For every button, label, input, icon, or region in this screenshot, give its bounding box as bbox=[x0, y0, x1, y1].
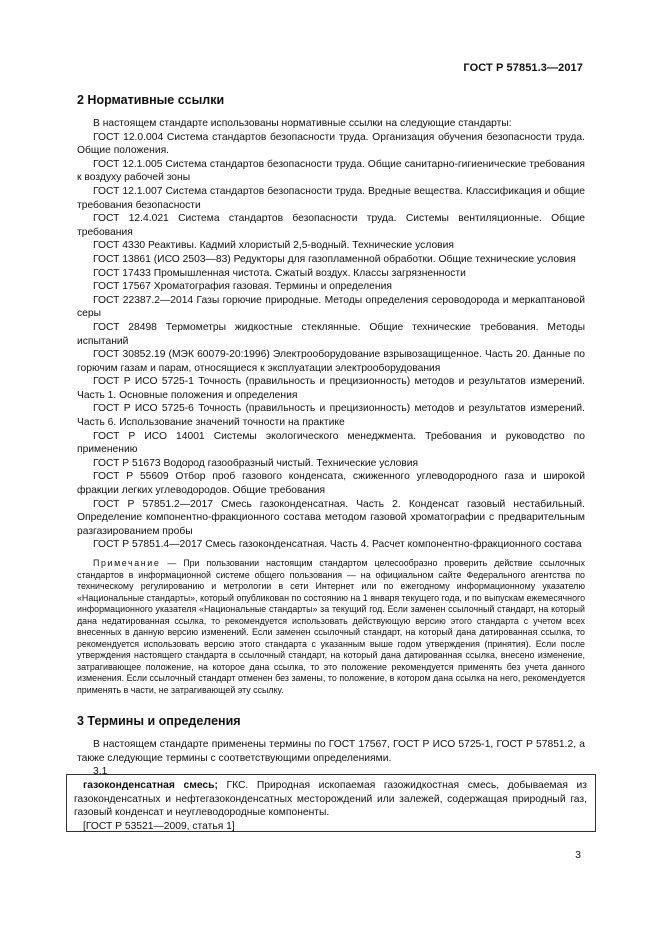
note-label: Примечание bbox=[93, 558, 161, 568]
page-number: 3 bbox=[575, 849, 581, 861]
document-code-header: ГОСТ Р 57851.3—2017 bbox=[463, 62, 583, 74]
reference-item: ГОСТ 22387.2—2014 Газы горючие природные. Методы определения сероводорода и меркаптановой серы bbox=[77, 294, 585, 320]
reference-list bbox=[77, 131, 585, 552]
term-definition-text: ГКС. Природная ископаемая газожидкостная смесь, добываемая из газоконденсатных и нефтегазоконденсатных месторождений или залежей, содержащая природный газ, газовый конденсат и неуглеводородные компоненты. bbox=[74, 780, 587, 819]
term-name: газоконденсатная смесь; bbox=[83, 780, 218, 791]
term-item-number: 3.1 bbox=[93, 766, 108, 778]
reference-item: ГОСТ Р 51673 Водород газообразный чистый. Технические условия bbox=[93, 457, 419, 469]
section-terms-definitions bbox=[77, 714, 585, 779]
reference-item: ГОСТ Р ИСО 14001 Системы экологического менеджмента. Требования и руководство по применению bbox=[77, 430, 585, 456]
reference-item: ГОСТ 12.0.004 Система стандартов безопасности труда. Организация обучения безопасности труда. Общие положения. bbox=[77, 131, 585, 157]
section-2-intro: В настоящем стандарте использованы нормативные ссылки на следующие стандарты: bbox=[93, 118, 512, 129]
reference-item: ГОСТ 17433 Промышленная чистота. Сжатый воздух. Классы загрязненности bbox=[93, 267, 466, 279]
term-definition bbox=[74, 779, 587, 820]
reference-item: ГОСТ Р 57851.4—2017 Смесь газоконденсатная. Часть 4. Расчет компонентно-фракционного состава bbox=[93, 539, 582, 551]
section-3-intro: В настоящем стандарте применены термины по ГОСТ 17567, ГОСТ Р ИСО 5725-1, ГОСТ Р 57851.2, а также следующие термины с соответствующими определениями. bbox=[77, 739, 585, 764]
reference-item: ГОСТ 12.1.007 Система стандартов безопасности труда. Вредные вещества. Классификация и общие требования безопасности bbox=[77, 185, 585, 211]
reference-item: ГОСТ 12.1.005 Система стандартов безопасности труда. Общие санитарно-гигиенические требования к воздуху рабочей зоны bbox=[77, 158, 585, 184]
reference-item: ГОСТ 13861 (ИСО 2503—83) Редукторы для газопламенной обработки. Общие технические условия bbox=[93, 253, 576, 265]
reference-item: ГОСТ 28498 Термометры жидкостные стеклянные. Общие технические требования. Методы испытаний bbox=[77, 321, 585, 347]
reference-note bbox=[77, 558, 585, 696]
section-3-title: 3 Термины и определения bbox=[77, 714, 241, 728]
reference-item: ГОСТ Р ИСО 5725-1 Точность (правильность и прецизионность) методов и результатов измерений. Часть 1. Основные положения и определения bbox=[77, 376, 585, 401]
reference-item: ГОСТ 17567 Хроматография газовая. Термины и определения bbox=[93, 281, 392, 293]
reference-item: ГОСТ Р 55609 Отбор проб газового конденсата, сжиженного углеводородного газа и широкой фракции легких углеводородов. Общие требования bbox=[77, 471, 585, 497]
reference-item: ГОСТ 4330 Реактивы. Кадмий хлористый 2,5-водный. Технические условия bbox=[93, 240, 454, 252]
section-normative-references bbox=[77, 93, 585, 696]
reference-item: ГОСТ 12.4.021 Система стандартов безопасности труда. Системы вентиляционные. Общие требования bbox=[77, 213, 585, 238]
note-text: — При пользовании настоящим стандартом целесообразно проверить действие ссылочных стандартов в информационной системе общего пользования — на официальном сайте Федерального агентства по техническому регулированию и метрологии в сети Интернет или по ежегодному информационному указателю «Национальные стандарты», который опубликован по состоянию на 1 января текущего года, и по выпускам ежемесячного информационного указателя «Национальные стандарты» за текущий год. Если заменен ссылочный стандарт, на который дана недатированная ссылка, то рекомендуется использовать действующую версию этого стандарта с учетом всех внесенных в данную версию изменений. Если заменен ссылочный стандарт, на который дана датированная ссылка, то рекомендуется использовать версию этого стандарта с указанным выше годом утверждения (принятия). Если после утверждения настоящего стандарта в ссылочный стандарт, на который дана датированная ссылка, внесено изменение, затрагивающее положение, на которое дана ссылка, то это положение рекомендуется применять без учета данного изменения. Если ссылочный стандарт отменен без замены, то положение, в котором дана ссылка на него, рекомендуется применять в части, не затрагивающей эту ссылку. bbox=[77, 558, 585, 695]
reference-item: ГОСТ Р 57851.2—2017 Смесь газоконденсатная. Часть 2. Конденсат газовый нестабильный. Определение компонентно-фракционного состава методом газовой хроматографии с предварительным разгазированием пробы bbox=[77, 498, 585, 537]
term-source: [ГОСТ Р 53521—2009, статья 1] bbox=[83, 820, 235, 832]
reference-item: ГОСТ 30852.19 (МЭК 60079-20:1996) Электрооборудование взрывозащищенное. Часть 20. Данные по горючим газам и парам, относящиеся к эксплуатации электрооборудования bbox=[77, 349, 585, 374]
reference-item: ГОСТ Р ИСО 5725-6 Точность (правильность и прецизионность) методов и результатов измерений. Часть 6. Использование значений точности на практике bbox=[77, 403, 585, 429]
term-definition-box bbox=[66, 774, 596, 832]
section-2-title: 2 Нормативные ссылки bbox=[77, 93, 225, 107]
